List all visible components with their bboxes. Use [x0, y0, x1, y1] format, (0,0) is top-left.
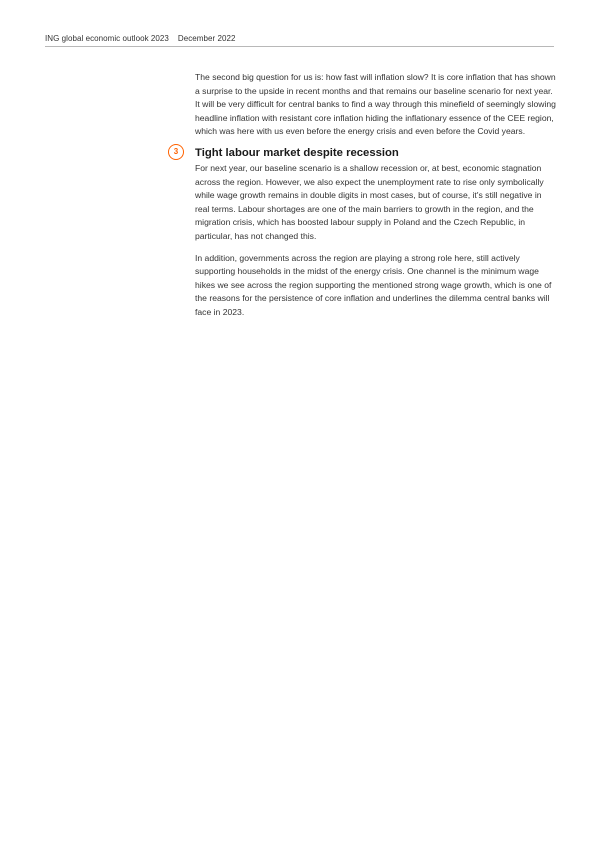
- intro-paragraph: The second big question for us is: how fast will inflation slow? It is core inflation that has shown a surprise to the upside in recent months and that remains our baseline scenario for next year. It will be very difficult for central banks to find a way through this minefield of seemingly slowing headline inflation with resistant core inflation hiding the inflationary essence of the CEE region, which was here with us even before the energy crisis and even before the Covid years.: [195, 72, 556, 137]
- page-header: [45, 34, 235, 43]
- section-paragraph: For next year, our baseline scenario is a shallow recession or, at best, economic stagnation across the region. However, we also expect the unemployment rate to rise only symbolically while wage growth remains in double digits in most cases, but of course, it's still negative in real terms. Labour shortages are one of the main barriers to growth in the region, and the migration crisis, which has boosted labour supply in Poland and the Czech Republic, in particular, has not changed this.: [195, 162, 544, 241]
- article-body: [173, 71, 557, 320]
- section-paragraph: In addition, governments across the region are playing a strong role here, still actively supporting households in the midst of the energy crisis. One channel is the minimum wage hikes we see across the region supporting the mentioned strong wage growth, which is one of the reasons for the persistence of core inflation and underlines the dilemma central banks will face in 2023.: [195, 252, 552, 317]
- section-number-badge: 3: [168, 144, 184, 160]
- publication-date: December 2022: [177, 34, 236, 43]
- header-divider: [45, 46, 554, 47]
- publication-title: ING global economic outlook 2023: [45, 34, 169, 43]
- section-title: Tight labour market despite recession: [195, 146, 399, 159]
- section-heading: [173, 146, 557, 161]
